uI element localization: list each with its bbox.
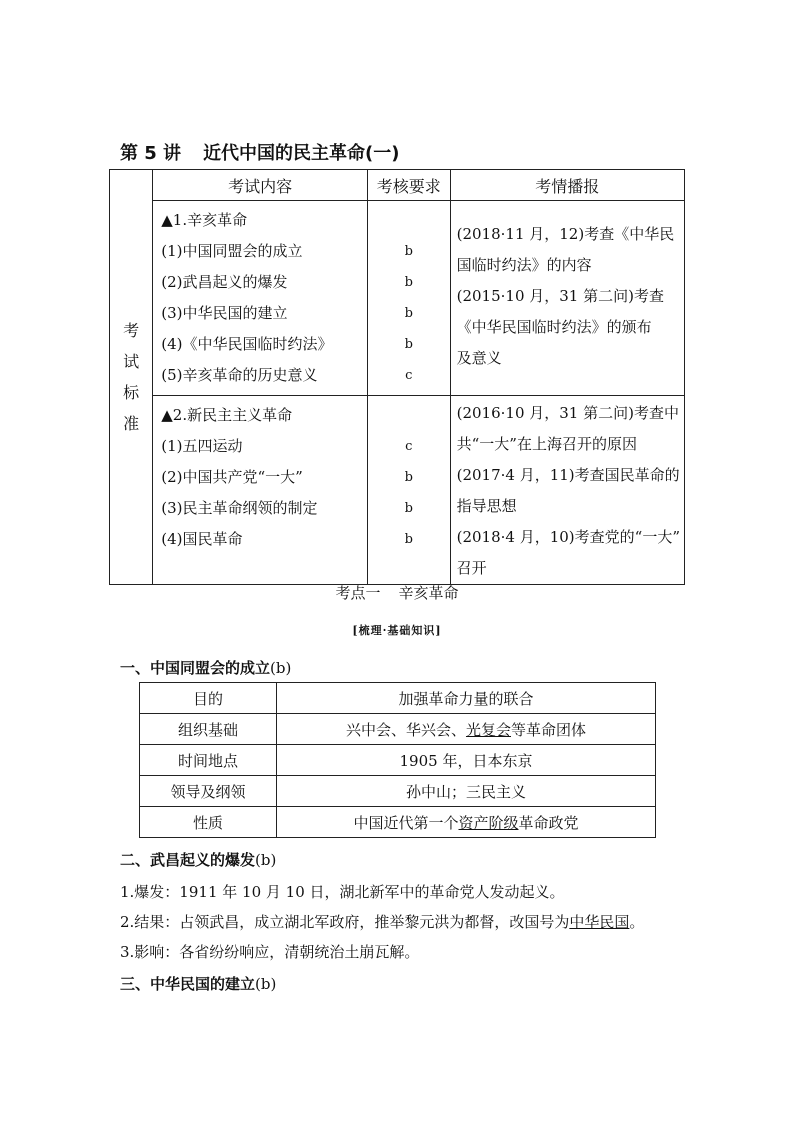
list-item: (5)辛亥革命的历史意义: [161, 366, 318, 384]
section-title: 考点一 辛亥革命: [335, 584, 459, 602]
block-requirements: c b b b: [367, 396, 450, 585]
list-item: (2)中国共产党“一大”: [161, 468, 303, 486]
list-item: (1)五四运动: [161, 437, 243, 455]
exam-standards-table: [109, 169, 685, 585]
section-subtag: [梳理·基础知识]: [352, 624, 442, 637]
part2-outbreak: 1.爆发：1911 年 10 月 10 日，湖北新军中的革命党人发动起义。: [120, 883, 565, 901]
block-requirements: b b b b c: [367, 201, 450, 396]
list-item: (4)《中华民国临时约法》: [161, 335, 333, 353]
table-row: 时间地点 1905 年，日本东京: [140, 745, 656, 776]
block-xinhai: [110, 201, 685, 396]
list-item: (1)中国同盟会的成立: [161, 242, 303, 260]
header-info: 考情播报: [450, 170, 684, 201]
block-new-democratic: [110, 396, 685, 585]
block-info: (2016·10 月，31 第二问)考查中 共“一大”在上海召开的原因 (2017·4 月，11)考查国民革命的 指导思想 (2018·4 月，10)考查党的“一大” 召开: [450, 396, 684, 585]
part3-heading: 三、中华民国的建立(b): [120, 975, 277, 993]
block-info: (2018·11 月，12)考查《中华民 国临时约法》的内容 (2015·10 月，31 第二问)考查 《中华民国临时约法》的颁布 及意义: [450, 201, 684, 396]
page-title: [120, 139, 400, 165]
header-content: 考试内容: [153, 170, 368, 201]
table-row: 组织基础 兴中会、华兴会、光复会等革命团体: [140, 714, 656, 745]
block-content: ▲2.新民主主义革命 (1)五四运动 (2)中国共产党“一大” (3)民主革命纲领的制定 (4)国民革命: [153, 396, 368, 585]
header-requirement: 考核要求: [367, 170, 450, 201]
part2-heading: 二、武昌起义的爆发(b): [120, 851, 277, 869]
table-row: 领导及纲领 孙中山；三民主义: [140, 776, 656, 807]
lecture-number: 第 5 讲: [120, 143, 182, 164]
tongmenghui-table: [139, 682, 656, 838]
part2-result: 2.结果：占领武昌，成立湖北军政府，推举黎元洪为都督，改国号为中华民国。: [120, 913, 645, 931]
list-item: (3)中华民国的建立: [161, 304, 288, 322]
list-item: (3)民主革命纲领的制定: [161, 499, 318, 517]
list-item: (4)国民革命: [161, 530, 243, 548]
part1-heading: 一、中国同盟会的成立(b): [120, 659, 292, 677]
table-row: 性质 中国近代第一个资产阶级革命政党: [140, 807, 656, 838]
lecture-title: 近代中国的民主革命(一): [203, 143, 400, 164]
list-item: (2)武昌起义的爆发: [161, 273, 288, 291]
table-row: 目的 加强革命力量的联合: [140, 683, 656, 714]
part2-impact: 3.影响：各省纷纷响应，清朝统治土崩瓦解。: [120, 943, 420, 961]
side-label: 考 试 标 准: [110, 170, 153, 585]
block-content: ▲1.辛亥革命 (1)中国同盟会的成立 (2)武昌起义的爆发 (3)中华民国的建立 (4)《中华民国临时约法》 (5)辛亥革命的历史意义: [153, 201, 368, 396]
